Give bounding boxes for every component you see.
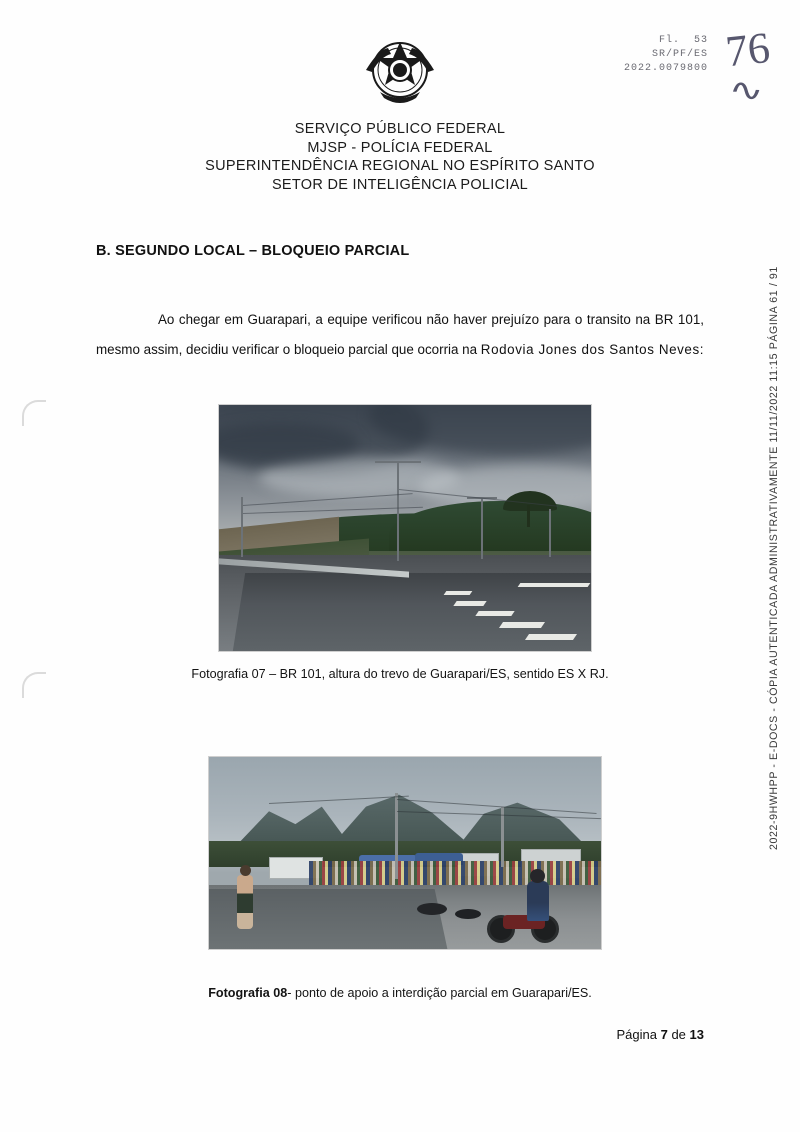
header-line-superintendencia: SUPERINTENDÊNCIA REGIONAL NO ESPÍRITO SANTO — [205, 158, 595, 174]
light-pole-arm — [375, 461, 421, 463]
header-line-setor-inteligencia: SETOR DE INTELIGÊNCIA POLICIAL — [271, 176, 529, 193]
edocs-authentication-stamp: 2022-9HWHPP - E-DOCS - CÓPIA AUTENTICADA ADMINISTRATIVAMENTE 11/11/2022 11:15 PÁGINA 61 / 91 — [768, 266, 780, 850]
footer-total-pages: 13 — [689, 1027, 704, 1042]
road-marking — [499, 622, 545, 628]
footer-prefix: Página — [616, 1027, 657, 1042]
photo-08-motorcycle-rider — [527, 881, 549, 921]
photo-08-person — [237, 875, 253, 929]
photo-08-tire — [417, 903, 447, 915]
handwritten-number-text: 76 — [723, 22, 773, 77]
photo-07-tree-trunk — [527, 505, 530, 527]
crest-container — [0, 30, 800, 114]
road-marking — [518, 583, 591, 587]
utility-pole — [395, 793, 398, 879]
road-marking — [444, 591, 473, 595]
footer-middle: de — [671, 1027, 686, 1042]
document-header — [0, 120, 800, 194]
brazil-coat-of-arms-icon — [358, 30, 442, 114]
paragraph-part-3: : — [699, 342, 704, 357]
header-line-servico-publico-federal: SERVIÇO PÚBLICO FEDERAL — [294, 121, 506, 137]
hole-punch-mark — [22, 400, 46, 426]
folio-stamp-line-1: Fl. 53 — [658, 35, 708, 46]
body-paragraph — [96, 305, 704, 365]
section-title: B. SEGUNDO LOCAL – BLOQUEIO PARCIAL — [96, 243, 410, 259]
folio-stamp-line-2: SR/PF/ES — [651, 49, 708, 60]
photo-08-tire — [455, 909, 481, 919]
road-marking — [525, 634, 577, 640]
figure-caption-08 — [0, 986, 800, 1000]
light-pole — [549, 509, 551, 557]
figure-photo-07 — [218, 404, 592, 652]
folio-stamp-line-3: 2022.0079800 — [623, 63, 708, 74]
light-pole — [481, 497, 483, 559]
road-marking — [475, 611, 514, 616]
figure-caption-07: Fotografia 07 – BR 101, altura do trevo de Guarapari/ES, sentido ES X RJ. — [191, 667, 609, 681]
paragraph-part-1: Ao chegar em Guarapari, a equipe verificou não haver prejuízo para o transito na BR 101, mesmo assim, decidiu verificar o bloqueio parcial que ocorria na — [96, 312, 704, 357]
figure-caption-08-label: Fotografia 08 — [208, 986, 288, 1000]
handwritten-signature-mark: ∿ — [728, 73, 765, 108]
paragraph-highlighted-road-name: Rodovia Jones dos Santos Neves — [480, 342, 700, 357]
road-marking — [453, 601, 486, 606]
light-pole — [397, 461, 399, 561]
page-footer — [616, 1027, 704, 1042]
footer-current-page: 7 — [660, 1027, 668, 1042]
utility-pole — [501, 807, 504, 867]
header-line-mjsp-policia-federal: MJSP - POLÍCIA FEDERAL — [307, 139, 493, 156]
figure-photo-08 — [208, 756, 602, 950]
figure-caption-08-text: - ponto de apoio a interdição parcial em Guarapari/ES. — [287, 986, 592, 1000]
